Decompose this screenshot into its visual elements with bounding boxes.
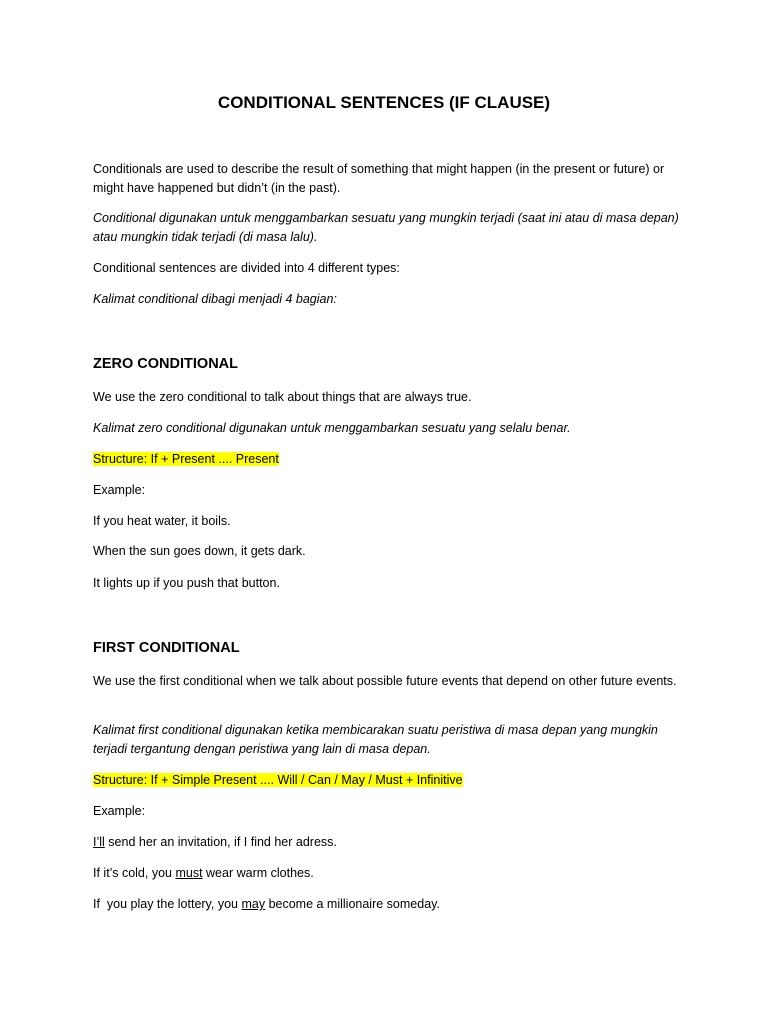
example-text: If it’s cold, you <box>93 866 176 880</box>
zero-structure-highlight: Structure: If + Present .... Present <box>93 452 279 466</box>
underlined-word: I’ll <box>93 835 105 849</box>
zero-conditional-heading: ZERO CONDITIONAL <box>93 356 238 372</box>
zero-structure <box>93 450 683 469</box>
example-text: If you play the lottery, you <box>93 897 242 911</box>
intro-paragraph-en: Conditionals are used to describe the result of something that might happen (in the present or future) or might have happened but didn’t (in the past). <box>93 162 665 195</box>
zero-example-label: Example: <box>93 483 146 497</box>
types-paragraph-id: Kalimat conditional dibagi menjadi 4 bagian: <box>93 292 337 306</box>
zero-example-1: If you heat water, it boils. <box>93 514 231 528</box>
zero-desc-en: We use the zero conditional to talk about things that are always true. <box>93 390 472 404</box>
first-structure <box>93 771 683 790</box>
first-conditional-heading: FIRST CONDITIONAL <box>93 640 240 656</box>
first-structure-highlight: Structure: If + Simple Present .... Will / Can / May / Must + Infinitive <box>93 773 463 787</box>
example-text: send her an invitation, if I find her adress. <box>104 835 337 849</box>
page-title: CONDITIONAL SENTENCES (IF CLAUSE) <box>217 93 551 112</box>
underlined-word: must <box>175 866 203 880</box>
underlined-word: may <box>241 897 266 911</box>
first-example-1 <box>93 833 683 852</box>
intro-paragraph-id: Conditional digunakan untuk menggambarkan sesuatu yang mungkin terjadi (saat ini atau di masa depan) atau mungkin tidak terjadi (di masa lalu). <box>93 211 679 244</box>
first-example-3 <box>93 895 683 914</box>
first-example-2 <box>93 864 683 883</box>
zero-example-3: It lights up if you push that button. <box>93 576 280 590</box>
example-text: wear warm clothes. <box>202 866 314 880</box>
zero-desc-id: Kalimat zero conditional digunakan untuk menggambarkan sesuatu yang selalu benar. <box>93 421 571 435</box>
first-desc-id: Kalimat first conditional digunakan ketika membicarakan suatu peristiwa di masa depan yang mungkin terjadi tergantung dengan peristiwa yang lain di masa depan. <box>93 723 658 756</box>
first-desc-en: We use the first conditional when we talk about possible future events that depend on other future events. <box>93 674 677 688</box>
example-text: become a millionaire someday. <box>265 897 440 911</box>
types-paragraph-en: Conditional sentences are divided into 4 different types: <box>93 261 400 275</box>
zero-example-2: When the sun goes down, it gets dark. <box>93 544 306 558</box>
first-example-label: Example: <box>93 804 146 818</box>
